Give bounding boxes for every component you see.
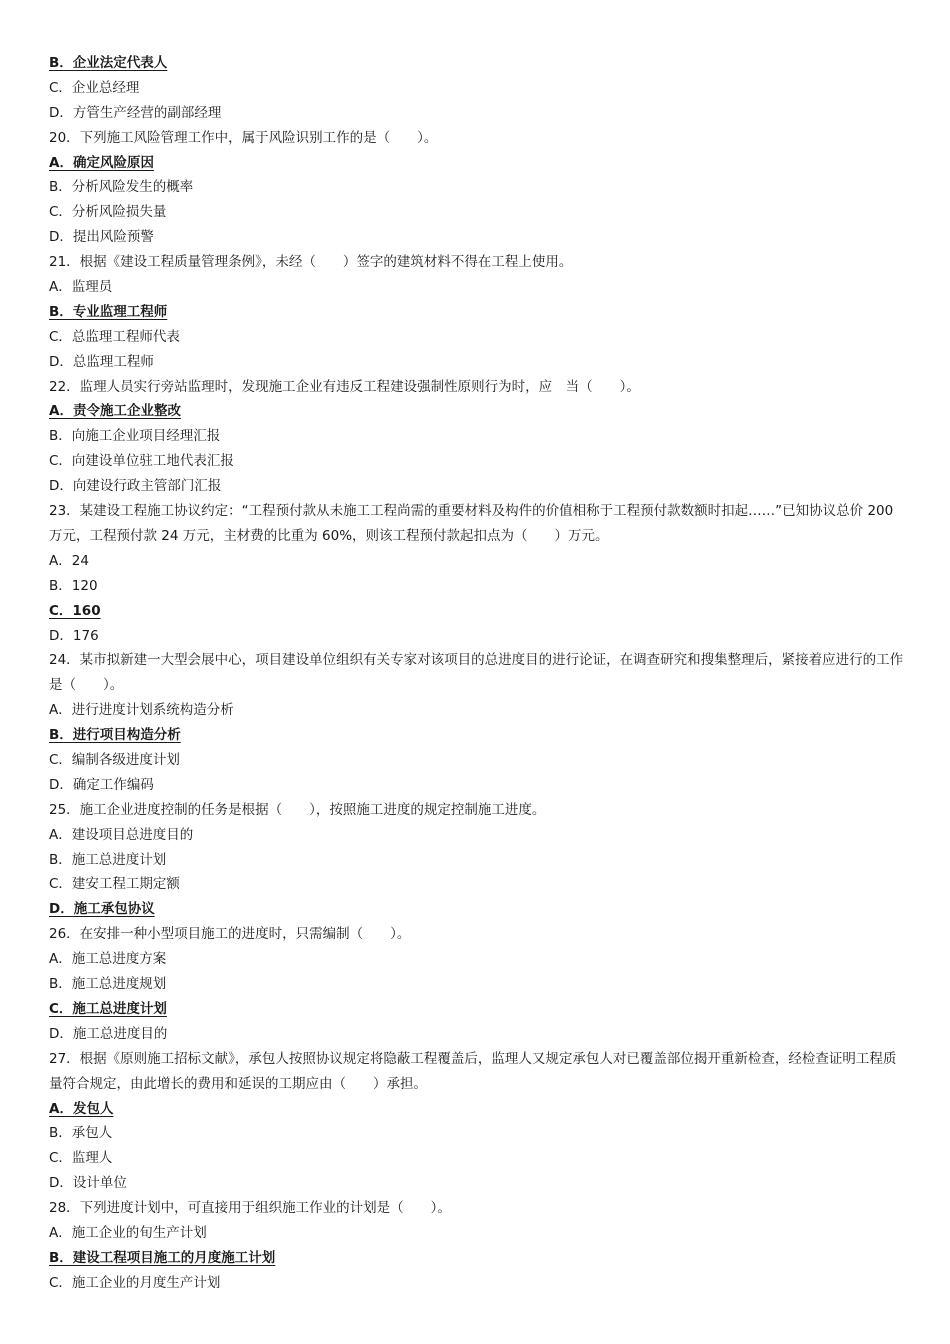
question-text-line: C．编制各级进度计划: [49, 752, 180, 768]
answer-option-line: D．施工承包协议: [49, 901, 155, 918]
question-text-line: 27．根据《原则施工招标文献》，承包人按照协议规定将隐蔽工程覆盖后，监理人又规定承包人对已覆盖部位揭开重新检查，经检查证明工程质量符合规定，由此增长的费用和延误的工期应由（ ）承担。: [49, 1050, 897, 1092]
answer-option-line: A．确定风险原因: [49, 154, 154, 171]
question-text-line: B．120: [49, 577, 98, 594]
question-text-line: C．监理人: [49, 1150, 113, 1167]
question-text-line: A．施工企业的旬生产计划: [49, 1224, 207, 1241]
question-text-line: 21．根据《建设工程质量管理条例》，未经（ ）签字的建筑材料不得在工程上使用。: [49, 254, 573, 271]
answer-option-line: C．160: [49, 602, 101, 619]
answer-option-line: A．发包人: [49, 1100, 114, 1117]
question-text-line: D．176: [49, 627, 99, 644]
question-text-line: D．提出风险预警: [49, 229, 154, 246]
question-text-line: A．建设项目总进度目的: [49, 826, 194, 843]
question-text-line: 25．施工企业进度控制的任务是根据（ ），按照施工进度的规定控制施工进度。: [49, 801, 546, 818]
question-text-line: B．承包人: [49, 1125, 113, 1142]
question-text-line: 20．下列施工风险管理工作中，属于风险识别工作的是（ ）。: [49, 129, 438, 146]
question-text-line: 26．在安排一种小型项目施工的进度时，只需编制（ ）。: [49, 926, 411, 943]
question-text-line: C．企业总经理: [49, 79, 140, 96]
question-text-line: B．施工总进度规划: [49, 976, 167, 993]
question-text-line: A．施工总进度方案: [49, 951, 167, 968]
question-text-line: D．向建设行政主管部门汇报: [49, 478, 222, 495]
question-text-line: 23．某建设工程施工协议约定：“工程预付款从未施工工程尚需的重要材料及构件的价值相称于工程预付款数额时扣起……”已知协议总价 200 万元，工程预付款 24 万元，主材费的比重为 60%，则该工程预付款起扣点为（ ）万元。: [49, 503, 894, 544]
answer-option-line: B．建设工程项目施工的月度施工计划: [49, 1249, 276, 1266]
answer-option-line: B．专业监理工程师: [49, 303, 168, 320]
question-text-line: A．24: [49, 552, 89, 569]
question-text-line: D．方管生产经营的副部经理: [49, 104, 222, 121]
question-text-line: C．建安工程工期定额: [49, 876, 180, 893]
question-text-line: 22．监理人员实行旁站监理时，发现施工企业有违反工程建设强制性原则行为时，应 当（ ）。: [49, 378, 640, 395]
question-text-line: C．向建设单位驻工地代表汇报: [49, 453, 234, 470]
question-text-line: B．向施工企业项目经理汇报: [49, 428, 221, 445]
question-text-line: D．确定工作编码: [49, 776, 154, 793]
question-text-line: D．施工总进度目的: [49, 1025, 168, 1042]
question-text-line: D．设计单位: [49, 1175, 127, 1192]
question-text-line: C．总监理工程师代表: [49, 328, 180, 345]
document-body: [49, 51, 909, 1296]
answer-option-line: A．责令施工企业整改: [49, 403, 181, 420]
question-text-line: C．施工企业的月度生产计划: [49, 1274, 221, 1291]
question-text-line: B．施工总进度计划: [49, 851, 167, 868]
question-text-line: B．分析风险发生的概率: [49, 179, 194, 196]
question-text-line: 24．某市拟新建一大型会展中心，项目建设单位组织有关专家对该项目的总进度目的进行论证，在调查研究和搜集整理后，紧接着应进行的工作是（ ）。: [49, 652, 904, 694]
question-text-line: A．进行进度计划系统构造分析: [49, 702, 234, 719]
question-text-line: A．监理员: [49, 279, 113, 296]
question-text-line: C．分析风险损失量: [49, 204, 167, 221]
answer-option-line: C．施工总进度计划: [49, 1000, 167, 1017]
question-text-line: 28．下列进度计划中，可直接用于组织施工作业的计划是（ ）。: [49, 1200, 451, 1217]
answer-option-line: B．进行项目构造分析: [49, 727, 181, 744]
answer-option-line: B．企业法定代表人: [49, 55, 168, 71]
question-text-line: D．总监理工程师: [49, 353, 154, 370]
